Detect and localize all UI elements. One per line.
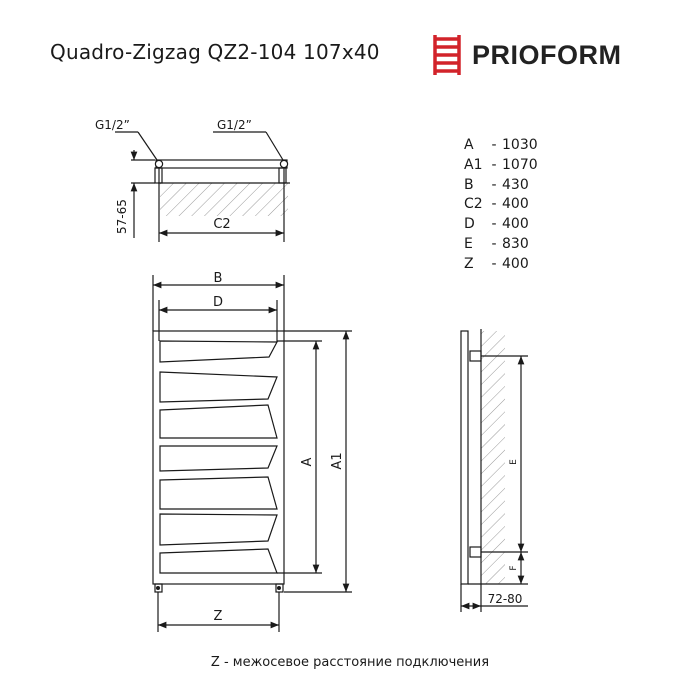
top-inlet-left: [155, 160, 162, 167]
dimension-dash: -: [491, 137, 497, 153]
side-bracket-bottom: [470, 547, 481, 557]
dimension-key: C2: [464, 196, 483, 213]
dimension-row: [464, 195, 538, 215]
side-profile: [461, 331, 468, 584]
zigzag-tube-4: [160, 446, 277, 471]
a-label: A: [300, 457, 315, 467]
dimension-key: Z: [464, 255, 474, 272]
zigzag-tube-2: [160, 372, 277, 402]
top-bracket-right: [279, 168, 286, 183]
thread-label-right: G1/2”: [217, 118, 252, 132]
dimension-value: 430: [502, 176, 529, 193]
dimension-row: [464, 235, 538, 255]
b-label: B: [213, 271, 223, 286]
product-title: Quadro-Zigzag QZ2-104 107x40: [50, 40, 380, 64]
depth-label: 72-80: [487, 592, 523, 606]
dimension-dash: -: [491, 156, 497, 173]
bottom-inlet-left: [156, 586, 160, 590]
brand-name: PRIOFORM: [472, 39, 622, 70]
bottom-inlet-right: [277, 586, 281, 590]
side-bracket-top: [470, 351, 481, 361]
zigzag-tube-3: [160, 405, 277, 438]
dimension-row: [464, 176, 538, 196]
zigzag-tube-5: [160, 477, 277, 509]
d-label: D: [212, 295, 224, 310]
thread-label-left: G1/2”: [95, 118, 130, 132]
top-inlet-right: [280, 160, 287, 167]
dimension-list: [464, 136, 538, 275]
dimension-row: [464, 136, 538, 156]
dimension-key: A1: [464, 156, 483, 173]
e-label: E: [509, 459, 519, 465]
dimension-key: A: [464, 137, 474, 153]
dimension-key: D: [464, 216, 475, 233]
dimension-value: 1070: [502, 156, 538, 173]
dimension-value: 1030: [502, 137, 538, 153]
zigzag-tube-6: [160, 514, 277, 545]
dimension-value: 400: [502, 216, 529, 233]
footnote: Z - межосевое расстояние подключения: [210, 655, 490, 670]
dimension-value: 400: [502, 196, 529, 213]
top-wall-hatch: [160, 183, 288, 216]
dimension-dash: -: [491, 235, 497, 252]
dimension-value: 830: [502, 235, 529, 252]
wall-offset-label: 57-65: [115, 199, 129, 234]
dimension-key: B: [464, 176, 474, 193]
zigzag-tube-1: [160, 341, 277, 362]
dimension-dash: -: [491, 255, 497, 272]
dimension-dash: -: [491, 196, 497, 213]
z-label: Z: [213, 609, 223, 624]
zigzag-tube-7: [160, 549, 277, 573]
a1-label: A1: [330, 452, 345, 470]
dimension-value: 400: [502, 255, 529, 272]
dimension-dash: -: [491, 176, 497, 193]
top-view: [115, 132, 290, 242]
dimension-row: [464, 156, 538, 176]
f-label: F: [509, 565, 519, 571]
dimension-key: E: [464, 235, 473, 252]
front-view: [153, 275, 352, 632]
radiator-frame: [153, 331, 284, 584]
dimension-dash: -: [491, 216, 497, 233]
top-rail: [156, 160, 287, 168]
side-wall-hatch: [481, 331, 505, 584]
dimension-row: [464, 255, 538, 275]
dimension-row: [464, 215, 538, 235]
c2-label: C2: [213, 217, 231, 232]
